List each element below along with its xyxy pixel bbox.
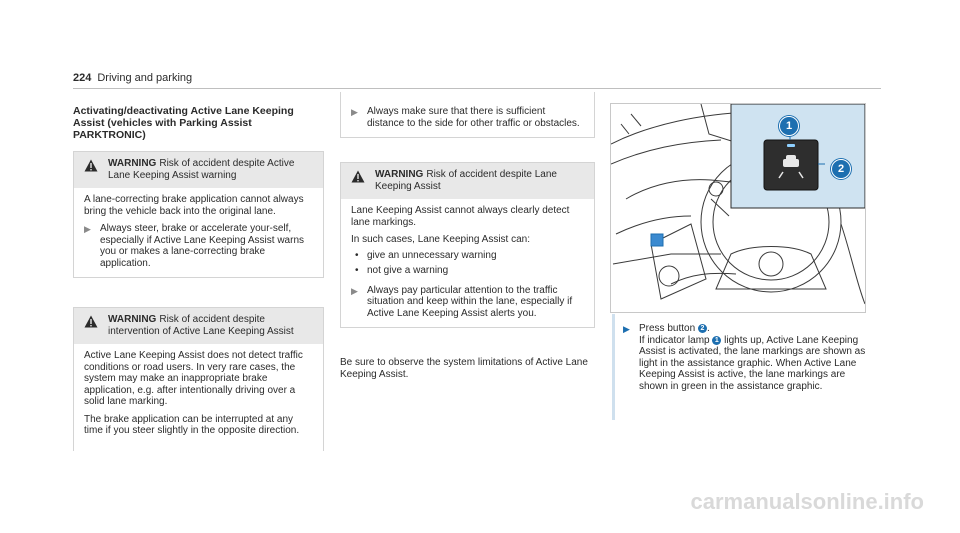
warning-triangle-icon — [84, 159, 100, 172]
warning-text: A lane-correcting brake application cannot always bring the vehicle back into the original lane. — [84, 194, 304, 217]
page-header — [73, 72, 192, 84]
step-text: Always make sure that there is sufficient distance to the side for other traffic or obstacles. — [367, 106, 580, 129]
press-text: Press button — [639, 323, 696, 334]
bullet-icon: • — [355, 249, 359, 261]
warning-label: WARNING — [108, 158, 157, 169]
cockpit-drawing — [611, 104, 865, 312]
warning-box-1 — [73, 151, 324, 278]
warning-text: The brake application can be interrupted at any time if you steer slightly in the opposite direction. — [84, 413, 300, 436]
lamp-number: 1 — [712, 336, 721, 345]
warning-box-3 — [340, 162, 595, 328]
page-number: 224 — [73, 72, 92, 84]
section-heading: Activating/deactivating Active Lane Keeping Assist (vehicles with Parking Assist PARKTRONIC) — [73, 105, 294, 141]
step-arrow-icon: ▶ — [351, 285, 358, 296]
warning-header — [74, 152, 323, 188]
dashboard-illustration — [610, 103, 866, 313]
step-arrow-icon: ▶ — [351, 107, 358, 117]
instruction-sidebar — [612, 314, 615, 420]
watermark: carmanualsonline.info — [690, 489, 924, 514]
warning-header — [341, 163, 594, 199]
warning-text: Lane Keeping Assist cannot always clearly detect lane markings. — [351, 205, 570, 228]
step-text: Always pay particular attention to the traffic situation and keep within the lane, especially if Active Lane Keeping Assist alerts you. — [367, 284, 573, 319]
button-number: 2 — [698, 324, 707, 333]
warning-title: Risk of accident despite intervention of Active Lane Keeping Assist — [108, 314, 294, 337]
step-box — [340, 92, 595, 138]
callout-1: 1 — [779, 116, 799, 136]
step-text: Always steer, brake or accelerate your-self, especially if Active Lane Keeping Assist warns you or makes a lane-correcting brake application. — [100, 223, 304, 269]
instruction-block: ▶ Press button 2 . If indicator lamp 1 lights up, Active Lane Keeping Assist is activated, the lane markings are shown as light in the assistance graphic. When Active Lane Keeping Assist is active, the lane markings are shown in green in the assistance graphic. — [623, 323, 866, 392]
warning-text: In such cases, Lane Keeping Assist can: — [351, 234, 530, 245]
warning-text: Active Lane Keeping Assist does not detect traffic conditions or road users. In very rare cases, the system may make an inappropriate brake application, e.g. after intentionally driving over a solid lane marking. — [84, 350, 303, 407]
warning-box-2 — [73, 307, 324, 451]
warning-label: WARNING — [375, 169, 424, 180]
section-title: Driving and parking — [97, 72, 193, 84]
warning-triangle-icon — [84, 315, 100, 328]
warning-header — [74, 308, 323, 344]
callout-2: 2 — [831, 159, 851, 179]
bullet-item: not give a warning — [367, 265, 449, 276]
instruction-text: lights up, Active Lane Keeping Assist is activated, the lane markings are shown as light in the assistance graphic. When Active Lane Keeping Assist is active, the lane markings are shown in green in the assistance graphic. — [639, 334, 866, 392]
if-text: If indicator lamp — [639, 334, 710, 346]
header-rule — [73, 88, 881, 89]
step-arrow-icon: ▶ — [623, 324, 630, 334]
warning-title: Risk of accident despite Active Lane Keeping Assist warning — [108, 158, 295, 181]
observe-text: Be sure to observe the system limitations of Active Lane Keeping Assist. — [340, 357, 588, 380]
warning-label: WARNING — [108, 314, 157, 325]
warning-triangle-icon — [351, 170, 367, 183]
warning-title: Risk of accident despite Lane Keeping Assist — [375, 169, 557, 192]
bullet-icon: • — [355, 265, 359, 276]
step-arrow-icon: ▶ — [84, 224, 91, 234]
bullet-item: give an unnecessary warning — [367, 249, 497, 261]
